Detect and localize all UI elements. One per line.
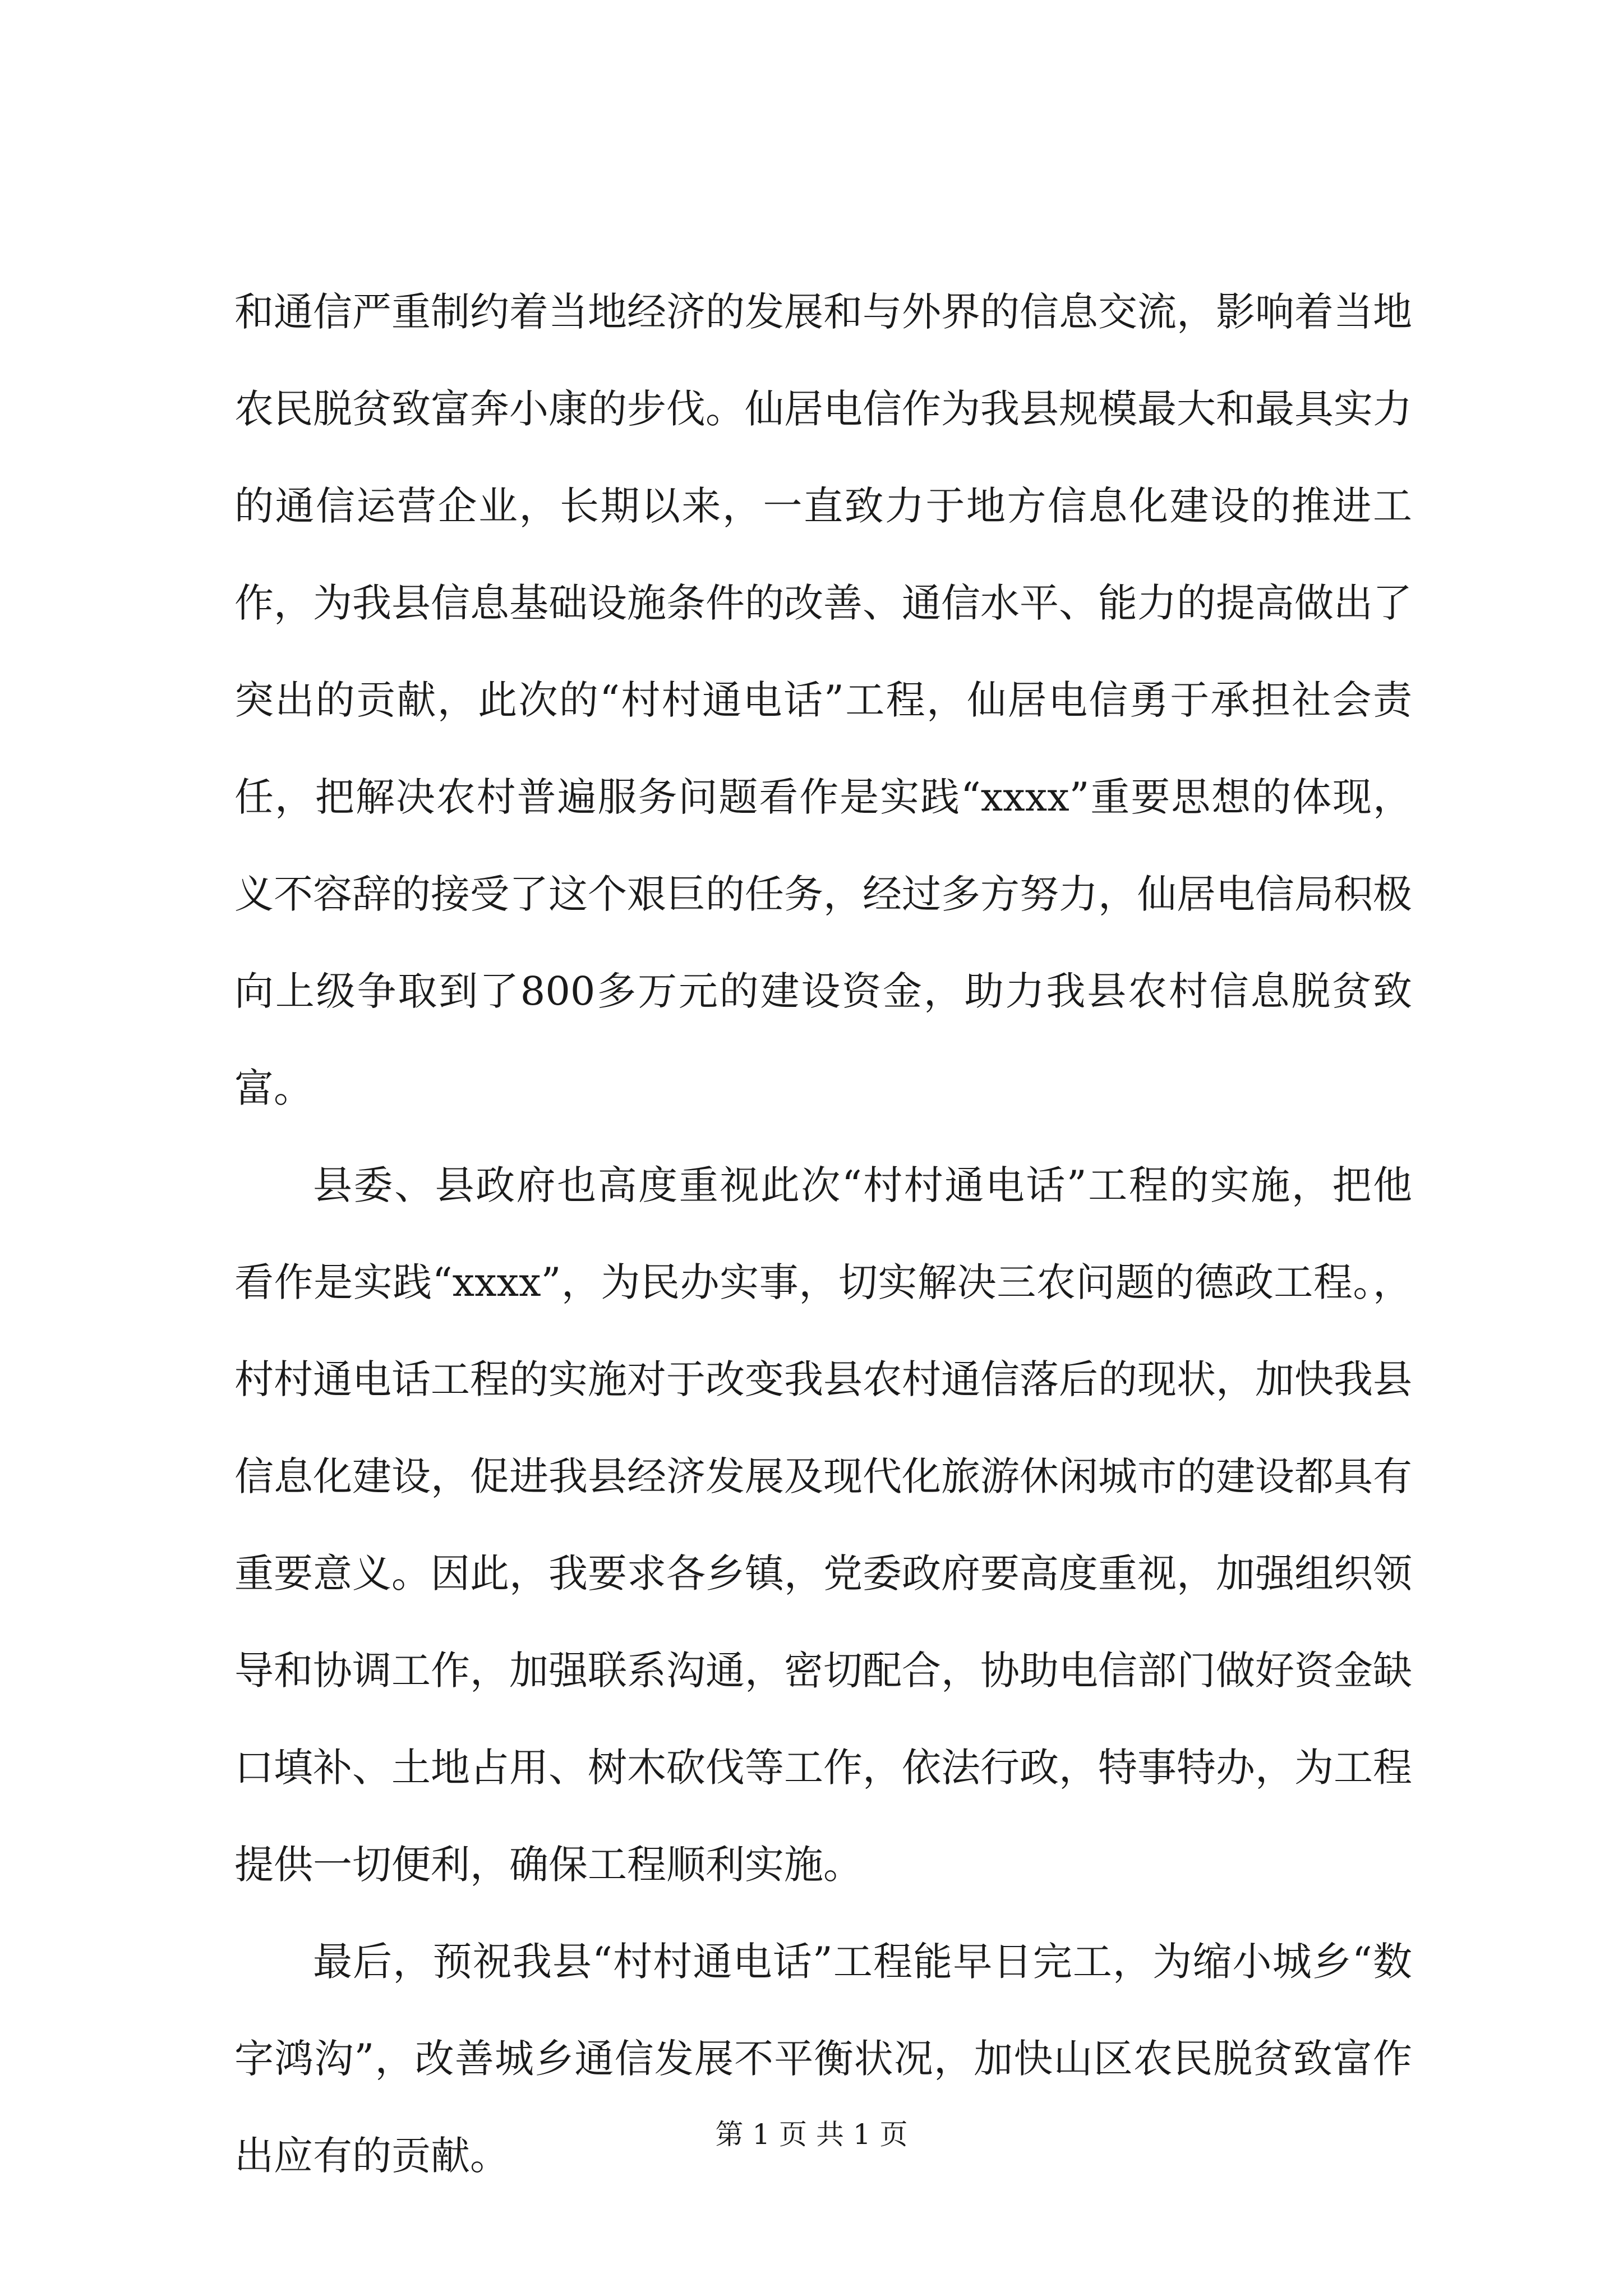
- document-body: [234, 264, 1412, 2205]
- paragraph-county-committee: 县委、县政府也高度重视此次“村村通电话”工程的实施，把他看作是实践“xxxx”，为民办实事，切实解决三农问题的德政工程。，村村通电话工程的实施对于改变我县农村通信落后的现状，加快我县信息化建设，促进我县经济发展及现代化旅游休闲城市的建设都具有重要意义。因此，我要求各乡镇，党委政府要高度重视，加强组织领导和协调工作，加强联系沟通，密切配合，协助电信部门做好资金缺口填补、土地占用、树木砍伐等工作，依法行政，特事特办，为工程提供一切便利，确保工程顺利实施。: [234, 1162, 1412, 1888]
- paragraph-continuation: 和通信严重制约着当地经济的发展和与外界的信息交流，影响着当地农民脱贫致富奔小康的步伐。仙居电信作为我县规模最大和最具实力的通信运营企业，长期以来，一直致力于地方信息化建设的推进工作，为我县信息基础设施条件的改善、通信水平、能力的提高做出了突出的贡献，此次的“村村通电话”工程，仙居电信勇于承担社会责任，把解决农村普遍服务问题看作是实践“xxxx”重要思想的体现，义不容辞的接受了这个艰巨的任务，经过多方努力，仙居电信局积极向上级争取到了800多万元的建设资金，助力我县农村信息脱贫致富。: [234, 289, 1412, 1111]
- page-number-footer: 第 1 页 共 1 页: [715, 2118, 908, 2151]
- paragraph-closing: 最后，预祝我县“村村通电话”工程能早日完工，为缩小城乡“数字鸿沟”，改善城乡通信发展不平衡状况，加快山区农民脱贫致富作出应有的贡献。: [234, 1939, 1412, 2179]
